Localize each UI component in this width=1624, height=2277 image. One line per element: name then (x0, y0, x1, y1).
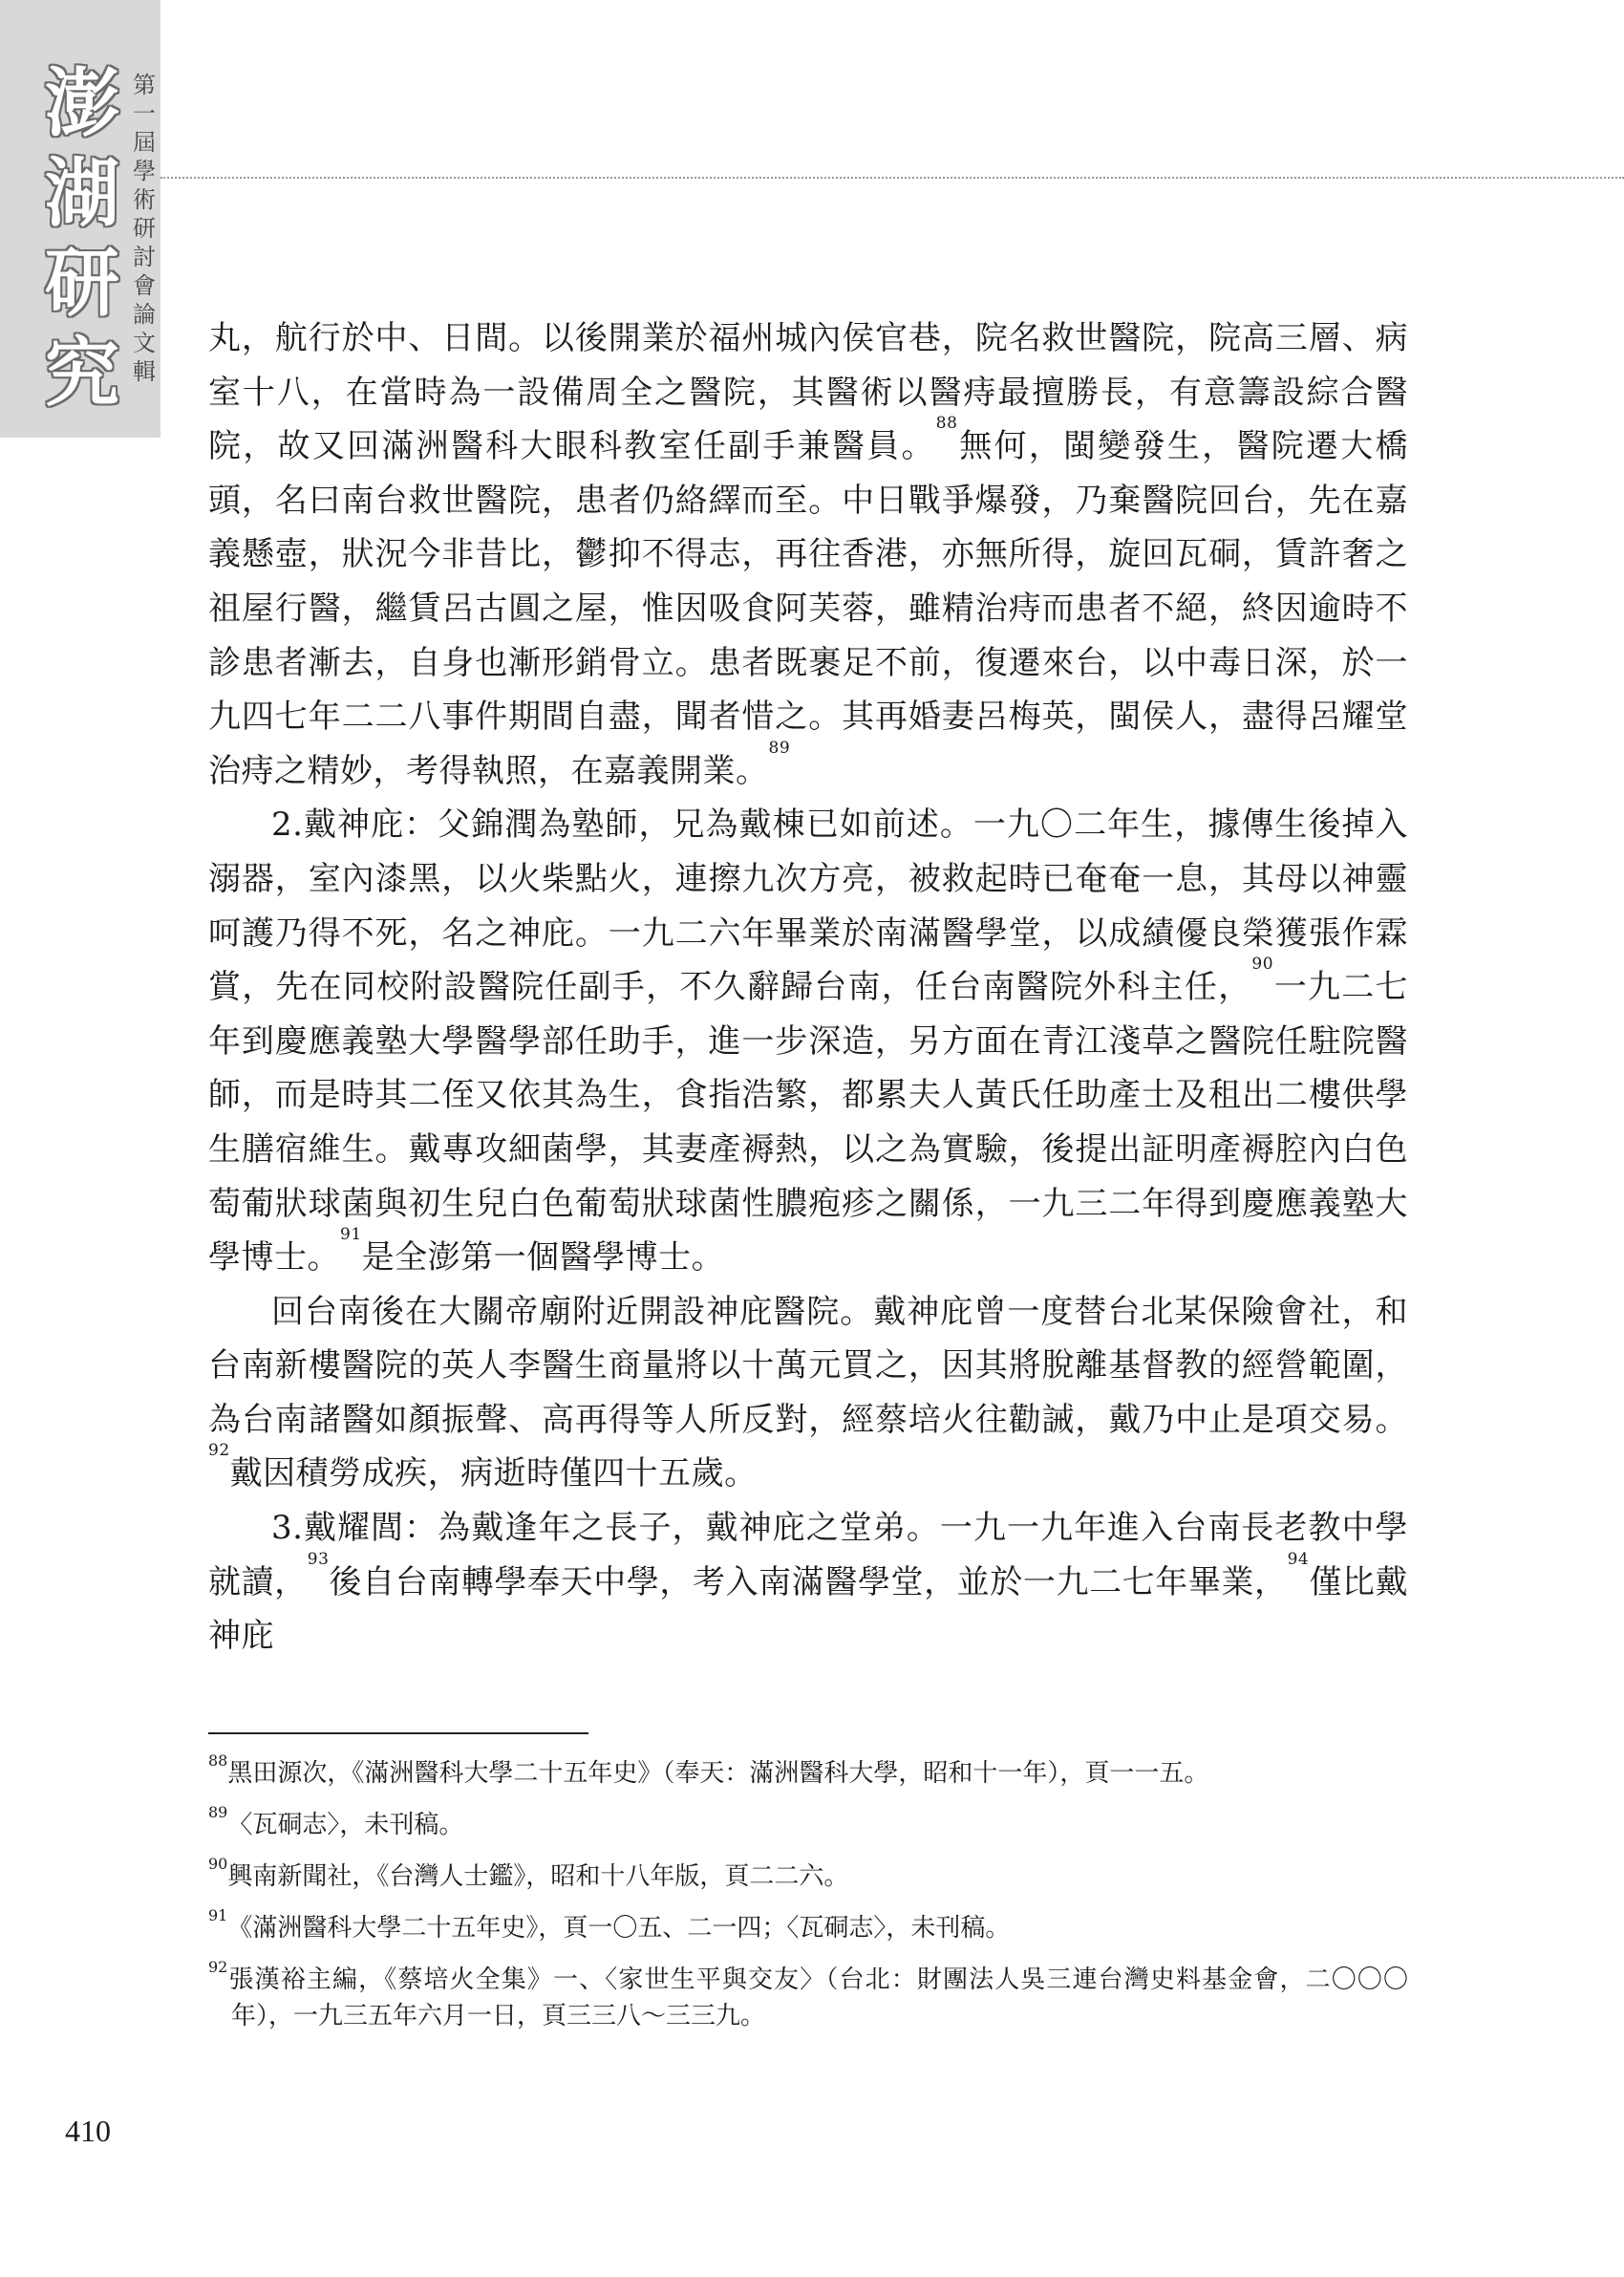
footnote-ref[interactable]: 93 (307, 1549, 330, 1569)
subtitle-char: 屆 (133, 129, 156, 156)
footnote-item (208, 1855, 1408, 1895)
journal-title (38, 59, 126, 419)
footnote-number: 91 (208, 1906, 228, 1924)
footnote-number: 92 (208, 1958, 228, 1976)
footnote-item (208, 1751, 1408, 1792)
text-run: 無何，閩變發生，醫院遷大橋頭，名曰南台救世醫院，患者仍絡繹而至。中日戰爭爆發，乃棄醫院回台，先在嘉義懸壺，狀況今非昔比，鬱抑不得志，再往香港，亦無所得，旋回瓦硐，賃許奢之祖屋行醫，繼賃呂古圓之屋，惟因吸食阿芙蓉，雖精治痔而患者不絕，終因逾時不診患者漸去，自身也漸形銷骨立。患者既裹足不前，復遷來台，以中毒日深，於一九四七年二二八事件期間自盡，聞者惜之。其再婚妻呂梅英，閩侯人，盡得呂耀堂治痔之精妙，考得執照，在嘉義開業。 (208, 427, 1408, 790)
footnote-item (208, 1803, 1408, 1843)
journal-title-char: 澎 (44, 60, 119, 147)
journal-title-char: 研 (44, 240, 119, 327)
footnote-ref[interactable]: 89 (768, 738, 791, 758)
paragraph (208, 798, 1408, 1284)
footnote-ref[interactable]: 91 (340, 1225, 362, 1245)
text-run: 回台南後在大關帝廟附近開設神庇醫院。戴神庇曾一度替台北某保險會社，和台南新樓醫院的英人李醫生商量將以十萬元買之，因其將脫離基督教的經營範圍，為台南諸醫如顏振聲、高再得等人所反對，經蔡培火往勸誡，戴乃中止是項交易。 (208, 1292, 1408, 1439)
text-run: 後自台南轉學奉天中學，考入南滿醫學堂，並於一九二七年畢業， (329, 1562, 1288, 1601)
paragraph (208, 1285, 1408, 1501)
subtitle-char: 輯 (133, 358, 156, 385)
journal-title-char: 究 (44, 330, 119, 417)
text-run: 3.戴耀閭：為戴逢年之長子，戴神庇之堂弟。一九一九年進入台南長老教中學就讀， (208, 1509, 1408, 1601)
subtitle-char: 文 (133, 330, 156, 356)
footnote-text: 〈瓦硐志〉，未刊稿。 (227, 1811, 464, 1839)
subtitle-char: 術 (133, 186, 156, 213)
footnote-item (208, 1906, 1408, 1946)
footnote-number: 90 (208, 1855, 228, 1873)
footnote-ref[interactable]: 94 (1287, 1549, 1310, 1569)
footnote-ref[interactable]: 90 (1251, 955, 1274, 975)
header-dotted-rule (160, 177, 1624, 179)
paragraph (208, 1501, 1408, 1664)
footnote-number: 88 (208, 1751, 228, 1770)
footnote-text: 黑田源次，《滿洲醫科大學二十五年史》（奉天：滿洲醫科大學，昭和十一年），頁一一五。 (227, 1759, 1209, 1788)
journal-title-char: 湖 (44, 150, 119, 237)
footnote-text: 《滿洲醫科大學二十五年史》，頁一〇五、二一四；〈瓦硐志〉，未刊稿。 (227, 1914, 1011, 1943)
subtitle-char: 會 (133, 272, 156, 299)
text-run: 一九二七年到慶應義塾大學醫學部任助手，進一步深造，另方面在青江淺草之醫院任駐院醫師，而是時其二侄又依其為生，食指浩繁，都累夫人黃氏任助產士及租出二樓供學生膳宿維生。戴專攻細菌學，其妻產褥熱，以之為實驗，後提出証明產褥腔內白色萄葡狀球菌與初生兒白色葡萄狀球菌性膿疱疹之關係，一九三二年得到慶應義塾大學博士。 (208, 968, 1409, 1278)
text-run: 2.戴神庇：父錦潤為塾師，兄為戴棟已如前述。一九〇二年生，據傳生後掉入溺器，室內漆黑，以火柴點火，連擦九次方亮，被救起時已奄奄一息，其母以神靈呵護乃得不死，名之神庇。一九二六年畢業於南滿醫學堂，以成績優良榮獲張作霖賞，先在同校附設醫院任副手，不久辭歸台南，任台南醫院外科主任， (208, 806, 1408, 1007)
footnote-number: 89 (208, 1803, 228, 1821)
footnote-item (208, 1958, 1408, 2034)
text-run: 僅比戴神庇 (208, 1562, 1409, 1656)
subtitle-char: 研 (133, 215, 156, 242)
footnote-separator (208, 1732, 588, 1734)
page-number: 410 (65, 2114, 111, 2148)
footnote-ref[interactable]: 88 (935, 414, 958, 434)
body-text (208, 311, 1408, 1664)
text-run: 戴因積勞成疾，病逝時僅四十五歲。 (229, 1454, 758, 1493)
subtitle-char: 一 (133, 100, 156, 127)
journal-subtitle (128, 71, 160, 386)
subtitle-char: 論 (133, 301, 156, 328)
footnote-text: 興南新聞社，《台灣人士鑑》，昭和十八年版，頁二二六。 (227, 1862, 849, 1891)
paragraph (208, 311, 1408, 798)
subtitle-char: 第 (133, 72, 156, 98)
footnote-text: 張漢裕主編，《蔡培火全集》一、〈家世生平與交友〉（台北：財團法人吳三連台灣史料基金會，二〇〇〇年），一九三五年六月一日，頁三三八～三三九。 (227, 1966, 1408, 2030)
text-run: 是全澎第一個醫學博士。 (361, 1238, 725, 1278)
subtitle-char: 學 (133, 158, 156, 184)
subtitle-char: 討 (133, 244, 156, 270)
footnote-ref[interactable]: 92 (208, 1441, 230, 1461)
footnotes (208, 1751, 1408, 2050)
text-run: 丸，航行於中、日間。以後開業於福州城內侯官巷，院名救世醫院，院高三層、病室十八，在當時為一設備周全之醫院，其醫術以醫痔最擅勝長，有意籌設綜合醫院，故又回滿洲醫科大眼科教室任副手兼醫員。 (208, 319, 1408, 466)
